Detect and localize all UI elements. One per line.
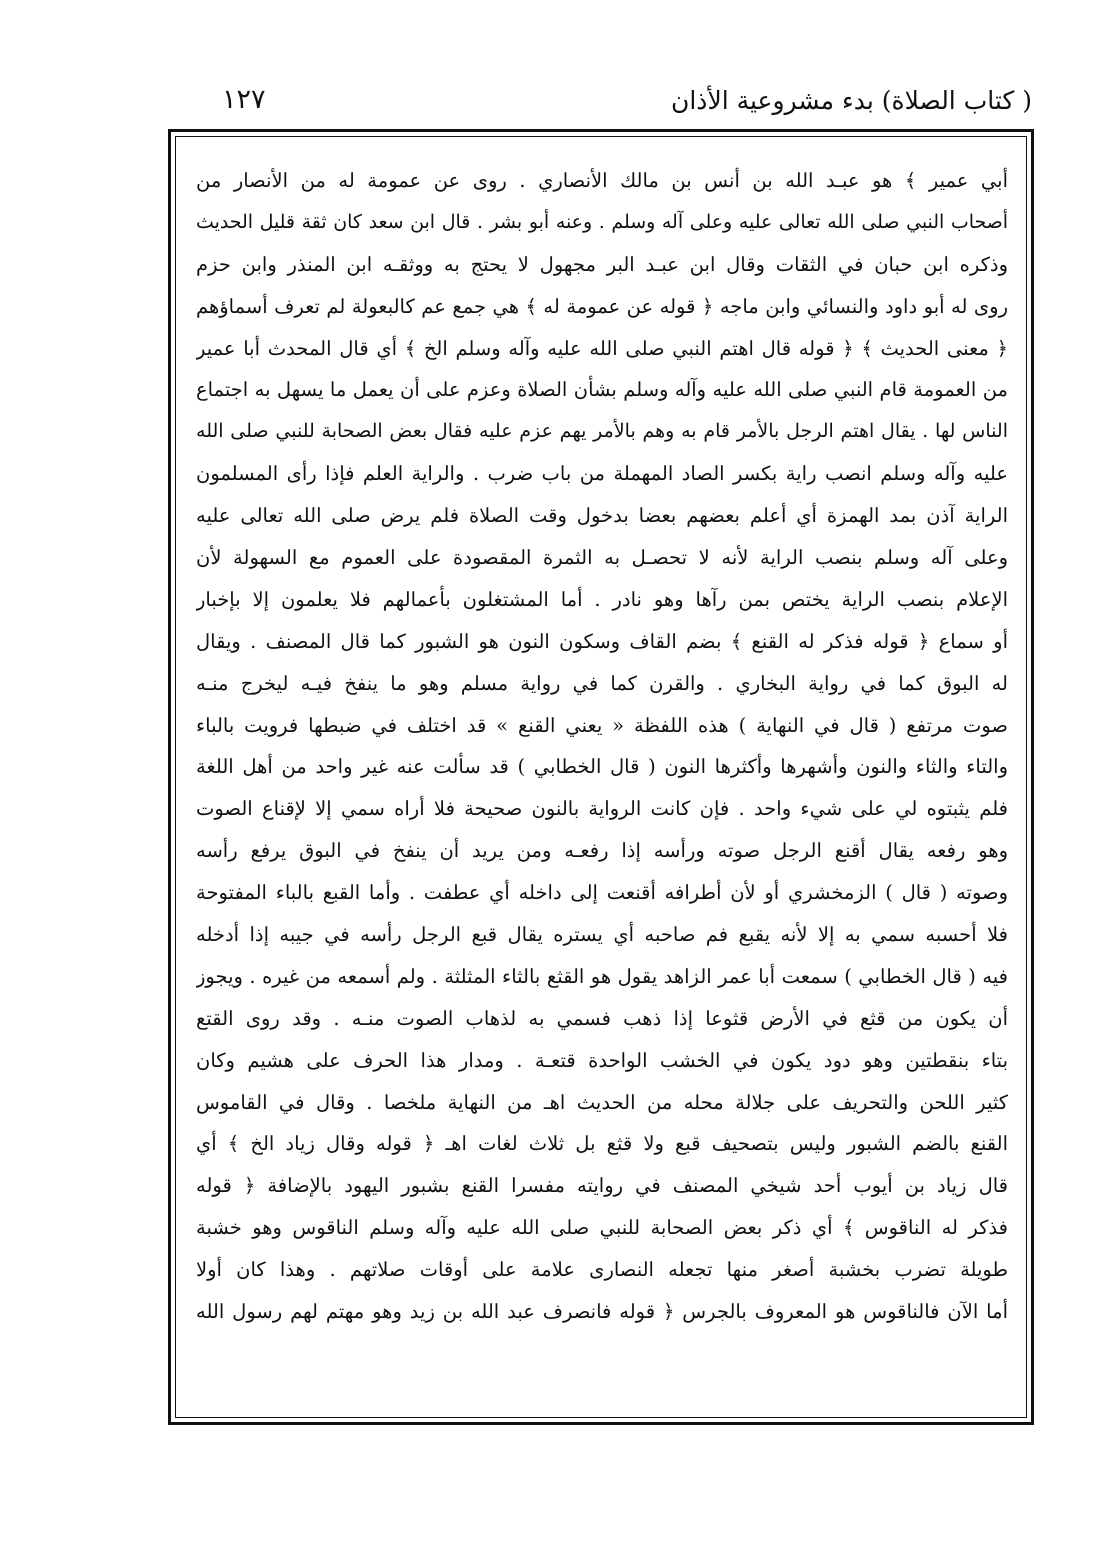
text-line: القنع بالضم الشبور وليس بتصحيف قبع ولا قثع بل ثلاث لغات اهـ ﴿ قوله وقال زياد الخ ﴾ أي	[196, 1132, 1008, 1156]
page-number: ١٢٧	[222, 84, 266, 115]
text-line: بتاء بنقطتين وهو دود يكون في الخشب الواحدة قتعـة . ومدار هذا الحرف على هشيم وكان	[196, 1048, 1008, 1072]
text-line: الراية آذن بمد الهمزة أي أعلم بعضهم بعضا بدخول وقت الصلاة فلم يرض صلى الله تعالى عليه	[196, 504, 1008, 528]
text-line: وهو رفعه يقال أقنع الرجل صوته ورأسه إذا رفعـه ومن يريد أن ينفخ في البوق يرفع رأسه	[196, 839, 1008, 863]
text-line: طويلة تضرب بخشبة أصغر منها تجعله النصارى علامة على أوقات صلاتهم . وهذا كان أولا	[196, 1258, 1008, 1282]
text-line: الناس لها . يقال اهتم الرجل بالأمر قام به وهم بالأمر يهم عزم عليه فقال بعض الصحابة للنبي صلى الله	[196, 420, 1008, 443]
text-line: أصحاب النبي صلى الله تعالى عليه وعلى آله وسلم . وعنه أبو بشر . قال ابن سعد كان ثقة قليل الحديث	[196, 210, 1008, 233]
text-line: وعلى آله وسلم بنصب الراية لأنه لا تحصـل به الثمرة المقصودة على العموم مع السهولة لأن	[196, 546, 1008, 570]
text-line: كثير اللحن والتحريف على جلالة محله من الحديث اهـ من النهاية ملخصا . وقال في القاموس	[196, 1090, 1008, 1114]
text-line: وذكره ابن حبان في الثقات وقال ابن عبـد البر مجهول لا يحتج به ووثقـه ابن المنذر وابن حزم	[196, 252, 1008, 276]
text-line: فلا أحسبه سمي به إلا لأنه يقبع فم صاحبه أي يستره يقال قبع الرجل رأسه في جيبه إذا أدخله	[196, 923, 1008, 947]
running-header-title: ( كتاب الصلاة) بدء مشروعية الأذان	[671, 86, 1032, 115]
text-line: قال زياد بن أيوب أحد شيخي المصنف في روايته مفسرا القنع بشبور اليهود بالإضافة ﴿ قوله	[196, 1174, 1008, 1198]
text-line: ﴿ معنى الحديث ﴾ ﴿ قوله قال اهتم النبي صلى الله عليه وآله وسلم الخ ﴾ أي قال المحدث أبا عمير	[196, 336, 1008, 360]
text-line: عليه وآله وسلم انصب راية بكسر الصاد المهملة من باب ضرب . والراية العلم فإذا رأى المسلمون	[196, 462, 1008, 486]
commentary-text-block	[196, 160, 1008, 1333]
text-line: روى له أبو داود والنسائي وابن ماجه ﴿ قوله عن عمومة له ﴾ هي جمع عم كالبعولة لم تعرف أسماؤهم	[196, 294, 1008, 318]
text-line: وصوته ( قال ) الزمخشري أو لأن أطرافه أقنعت إلى داخله أي عطفت . وأما القبع بالباء المفتوحة	[196, 881, 1008, 905]
text-line: الإعلام بنصب الراية يختص بمن رآها وهو نادر . أما المشتغلون بأعمالهم فلا يعلمون إلا بإخبار	[196, 587, 1008, 611]
text-line: أبي عمير ﴾ هو عبـد الله بن أنس بن مالك الأنصاري . روى عن عمومة له من الأنصار من	[196, 169, 1008, 192]
text-line: والتاء والثاء والنون وأشهرها وأكثرها النون ( قال الخطابي ) قد سألت عنه غير واحد من أهل اللغة	[196, 755, 1008, 779]
text-line: فذكر له الناقوس ﴾ أي ذكر بعض الصحابة للنبي صلى الله عليه وآله وسلم الناقوس وهو خشبة	[196, 1216, 1008, 1240]
page-header	[170, 82, 1032, 122]
text-line: أن يكون من قثع في الأرض قثوعا إذا ذهب فسمي به لذهاب الصوت منـه . وقد روى القتع	[196, 1006, 1008, 1030]
text-line: فلم يثبتوه لي على شيء واحد . فإن كانت الرواية بالنون صحيحة فلا أراه سمي إلا لإقناع الصوت	[196, 797, 1008, 821]
text-line: من العمومة قام النبي صلى الله عليه وآله وسلم بشأن الصلاة وعزم على أن يعمل ما يسهل به اجتماع	[196, 378, 1008, 402]
text-line: صوت مرتفع ( قال في النهاية ) هذه اللفظة « يعني القنع » قد اختلف في ضبطها فرويت بالباء	[196, 713, 1008, 737]
text-line: أو سماع ﴿ قوله فذكر له القنع ﴾ بضم القاف وسكون النون هو الشبور كما قال المصنف . ويقال	[196, 629, 1008, 653]
text-line: له البوق كما في رواية البخاري . والقرن كما في رواية مسلم وهو ما ينفخ فيـه ليخرج منـه	[196, 671, 1008, 695]
text-line: فيه ( قال الخطابي ) سمعت أبا عمر الزاهد يقول هو القثع بالثاء المثلثة . ولم أسمعه من غيره . ويجوز	[196, 964, 1008, 988]
text-line: أما الآن فالناقوس هو المعروف بالجرس ﴿ قوله فانصرف عبد الله بن زيد وهو مهتم لهم رسول الله	[196, 1300, 1008, 1324]
